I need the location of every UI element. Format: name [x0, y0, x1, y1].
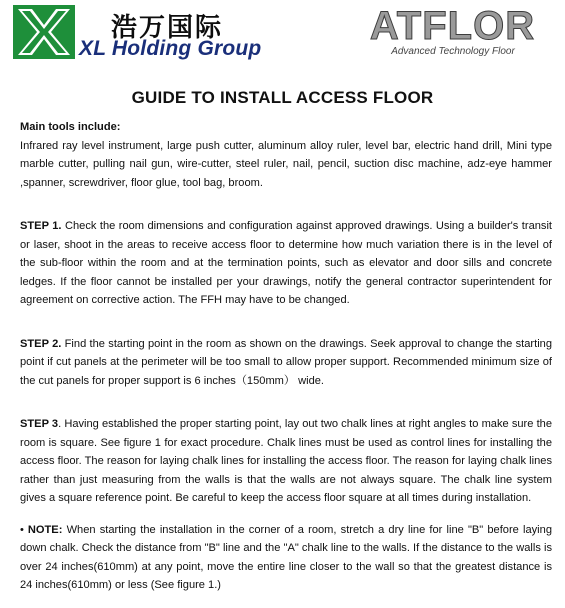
- document-title: GUIDE TO INSTALL ACCESS FLOOR: [131, 88, 434, 107]
- tools-paragraph: Infrared ray level instrument, large push cutter, aluminum alloy ruler, level bar, electric hand drill, Mini type marble cutter, pulling nail gun, wire-cutter, steel ruler, nail, pencil, suction disc machine, adz-eye hammer ,spanner, screwdriver, floor glue, tool bag, broom.: [20, 139, 552, 189]
- step2-text: Find the starting point in the room as shown on the drawings. Seek approval to change the starting point if cut panels at the perimeter will be too small to allow proper support. Recommended minimum size of the cut panels for proper support is 6 inches（150mm） wide.: [20, 337, 552, 387]
- atflor-tagline: Advanced Technology Floor: [391, 46, 515, 57]
- step2-label: STEP 2.: [20, 337, 62, 350]
- document-body: [20, 118, 552, 595]
- xl-holding-logo: [13, 5, 263, 63]
- step3-label: STEP 3: [20, 418, 59, 430]
- company-name-chinese: 浩万国际: [111, 13, 224, 43]
- note-paragraph: [20, 521, 552, 595]
- tools-label: Main tools include:: [20, 121, 121, 133]
- step1-paragraph: [20, 217, 552, 310]
- xl-logo-mark-icon: [13, 5, 75, 59]
- step3-text: . Having established the proper starting point, lay out two chalk lines at right angles to make sure the room is square. See figure 1 for exact procedure. Chalk lines must be used as control lines for installing the access floor. The reason for laying chalk lines for installing the access floor. The reason for laying chalk lines rather than just measuring from the walls is that the walls are not always square. The chalk line system gives a square reference point. Be careful to keep the access floor square at all times during installation.: [20, 418, 552, 504]
- company-name-english: XL Holding Group: [79, 37, 262, 60]
- step1-label: STEP 1.: [20, 220, 62, 232]
- note-bullet: •: [20, 523, 24, 536]
- step2-paragraph: [20, 335, 552, 391]
- atflor-brand-text: ATFLOR: [369, 4, 536, 48]
- page-header: [0, 0, 565, 70]
- tools-heading: [20, 118, 552, 137]
- note-text: When starting the installation in the corner of a room, stretch a dry line for line "B" before laying down chalk. Check the distance from "B" line and the "A" chalk line to the walls. If the distance to the walls is over 24 inches(610mm) at any point, move the entire line closer to the wall so that the greatest distance is 24 inches(610mm) or less (See figure 1.): [20, 523, 552, 591]
- note-label: NOTE:: [27, 523, 63, 536]
- step1-text: Check the room dimensions and configuration against approved drawings. Using a builder's transit or laser, shoot in the areas to receive access floor to determine how much variation there is in the level of the sub-floor within the room and at the termination points, such as elevator and door sills and concrete ledges. If the floor cannot be installed per your drawings, notify the general contractor superintendent for agreement on corrective action. The FFH may have to be changed.: [20, 220, 553, 306]
- step3-paragraph: [20, 415, 552, 508]
- atflor-logo: [350, 4, 555, 62]
